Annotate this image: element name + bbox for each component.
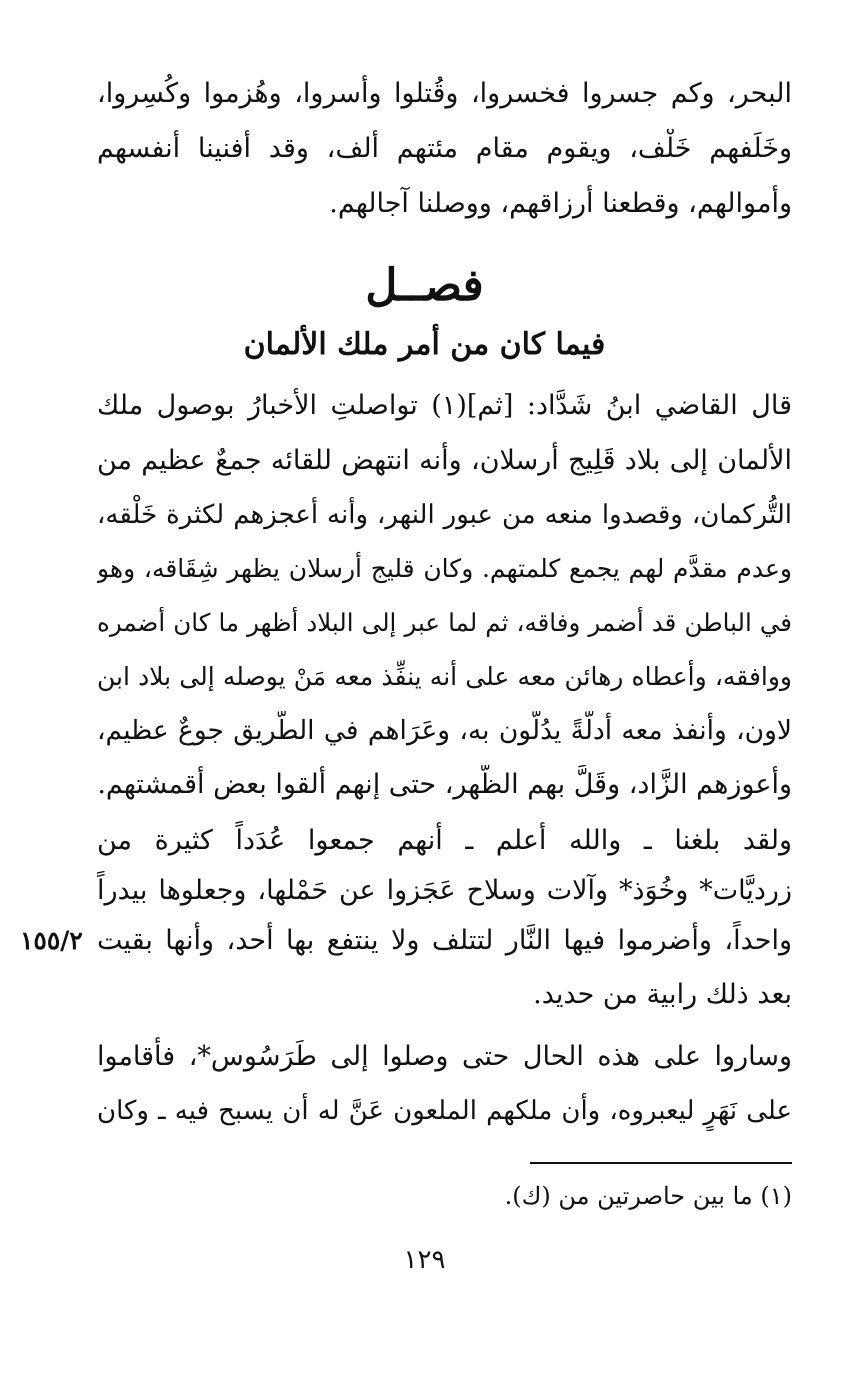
text-line: ووافقه، وأعطاه رهائن معه على أنه ينفِّذ معه مَنْ يوصله إلى بلاد ابن: [97, 662, 792, 691]
text-line: قال القاضي ابنُ شَدَّاد: [ثم](١) تواصلتِ الأخبارُ بوصول ملك: [97, 390, 792, 421]
text-line: زرديَّات* وخُوَذ* وآلات وسلاح عَجَزوا عن حَمْلها، وجعلوها بيدراً: [97, 875, 792, 906]
text-line: التُّركمان، وقصدوا منعه من عبور النهر، وأنه أعجزهم لكثرة خَلْقه،: [97, 500, 792, 530]
text-line: وأموالهم، وقطعنا أرزاقهم، ووصلنا آجالهم.: [329, 188, 792, 219]
text-line: واحداً، وأضرموا فيها النَّار لتتلف ولا ينتفع بها أحد، وأنها بقيت: [97, 925, 792, 956]
text-line: الألمان إلى بلاد قَلِيج أرسلان، وأنه انتهض للقائه جمعٌ عظيم من: [97, 445, 792, 476]
text-line: وعدم مقدَّم لهم يجمع كلمتهم. وكان قليج أرسلان يظهر شِقَاقه، وهو: [97, 554, 792, 583]
page-number: ١٢٩: [403, 1245, 446, 1275]
text-line: البحر، وكم جسروا فخسروا، وقُتلوا وأُسروا، وهُزموا وكُسِروا،: [97, 78, 792, 109]
text-line: على نَهَرٍ ليعبروه، وأن ملكهم الملعون عَنَّ له أن يسبح فيه ـ وكان: [97, 1096, 792, 1126]
text-line: وخَلَفهم خَلْف، ويقوم مقام مئتهم ألف، وقد أفنينا أنفسهم: [97, 133, 792, 164]
text-line: في الباطن قد أضمر وفاقه، ثم لما عبر إلى البلاد أظهر ما كان أضمره: [97, 608, 792, 637]
footnote-separator: [530, 1162, 792, 1164]
text-line: لاون، وأنفذ معه أدلَّةً يدُلُّون به، وعَرَاهم في الطَّريق جوعٌ عظيم،: [97, 715, 792, 746]
text-line: بعد ذلك رابية من حديد.: [533, 979, 792, 1010]
text-line: وساروا على هذه الحال حتى وصلوا إلى طَرَسُوس*، فأقاموا: [97, 1041, 792, 1072]
margin-reference: ١٥٥/٢: [20, 926, 83, 955]
footnote: (١) ما بين حاصرتين من (ك).: [504, 1182, 792, 1210]
section-heading: فصــل: [365, 260, 484, 311]
text-line: وأعوزهم الزَّاد، وقَلَّ بهم الظَّهر، حتى إنهم ألقوا بعض أقمشتهم.: [97, 769, 792, 800]
text-line: ولقد بلغنا ـ والله أعلم ـ أنهم جمعوا عُدَداً كثيرة من: [97, 825, 792, 856]
section-subheading: فيما كان من أمر ملك الألمان: [243, 327, 606, 362]
